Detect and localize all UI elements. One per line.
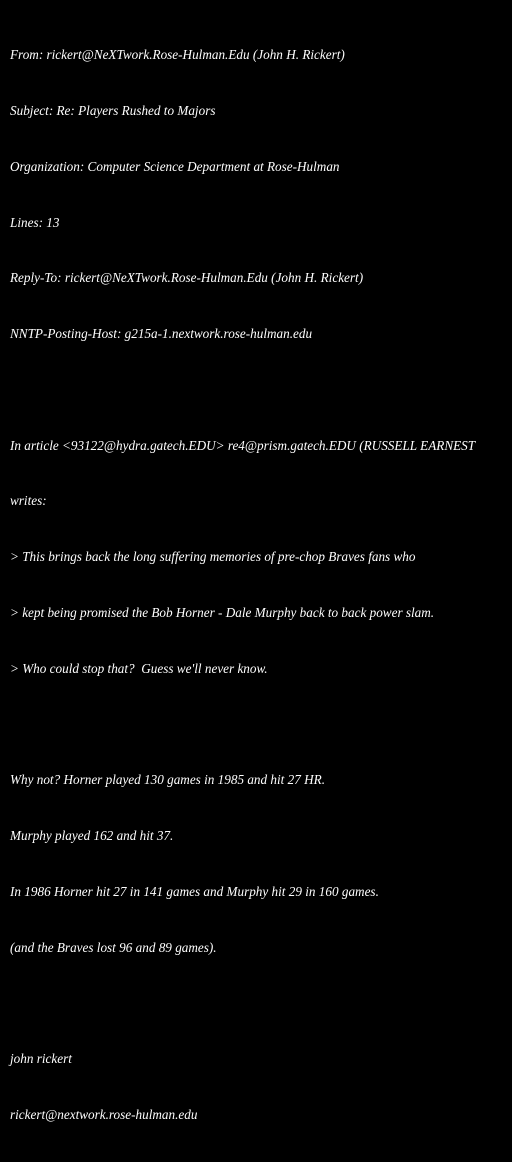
blank-line [10, 994, 512, 1013]
quoted-line: > Who could stop that? Guess we'll never know. [10, 660, 268, 676]
blank-line [10, 716, 512, 735]
body-line: Murphy played 162 and hit 37. [10, 828, 174, 844]
header-subject: Subject: Re: Players Rushed to Majors [10, 102, 216, 118]
body-line: (and the Braves lost 96 and 89 games). [10, 939, 217, 955]
body-line: In 1986 Horner hit 27 in 141 games and Murphy hit 29 in 160 games. [10, 883, 379, 899]
signature-email: rickert@nextwork.rose-hulman.edu [10, 1107, 198, 1123]
blank-line [10, 381, 512, 400]
header-reply-to: Reply-To: rickert@NeXTwork.Rose-Hulman.Edu (John H. Rickert) [10, 270, 364, 286]
header-lines: Lines: 13 [10, 214, 60, 230]
quoted-line: > This brings back the long suffering memories of pre-chop Braves fans who [10, 549, 416, 565]
body-line: Why not? Horner played 130 games in 1985 and hit 27 HR. [10, 772, 325, 788]
message-text [10, 9, 512, 1162]
header-organization: Organization: Computer Science Department at Rose-Hulman [10, 158, 340, 174]
header-from: From: rickert@NeXTwork.Rose-Hulman.Edu (John H. Rickert) [10, 47, 345, 63]
header-nntp-posting-host: NNTP-Posting-Host: g215a-1.nextwork.rose-hulman.edu [10, 326, 313, 342]
signature-name: john rickert [10, 1051, 72, 1067]
quoted-line: > kept being promised the Bob Horner - Dale Murphy back to back power slam. [10, 605, 435, 620]
attribution-line: writes: [10, 493, 47, 509]
attribution-line: In article <93122@hydra.gatech.EDU> re4@prism.gatech.EDU (RUSSELL EARNEST [10, 437, 476, 453]
